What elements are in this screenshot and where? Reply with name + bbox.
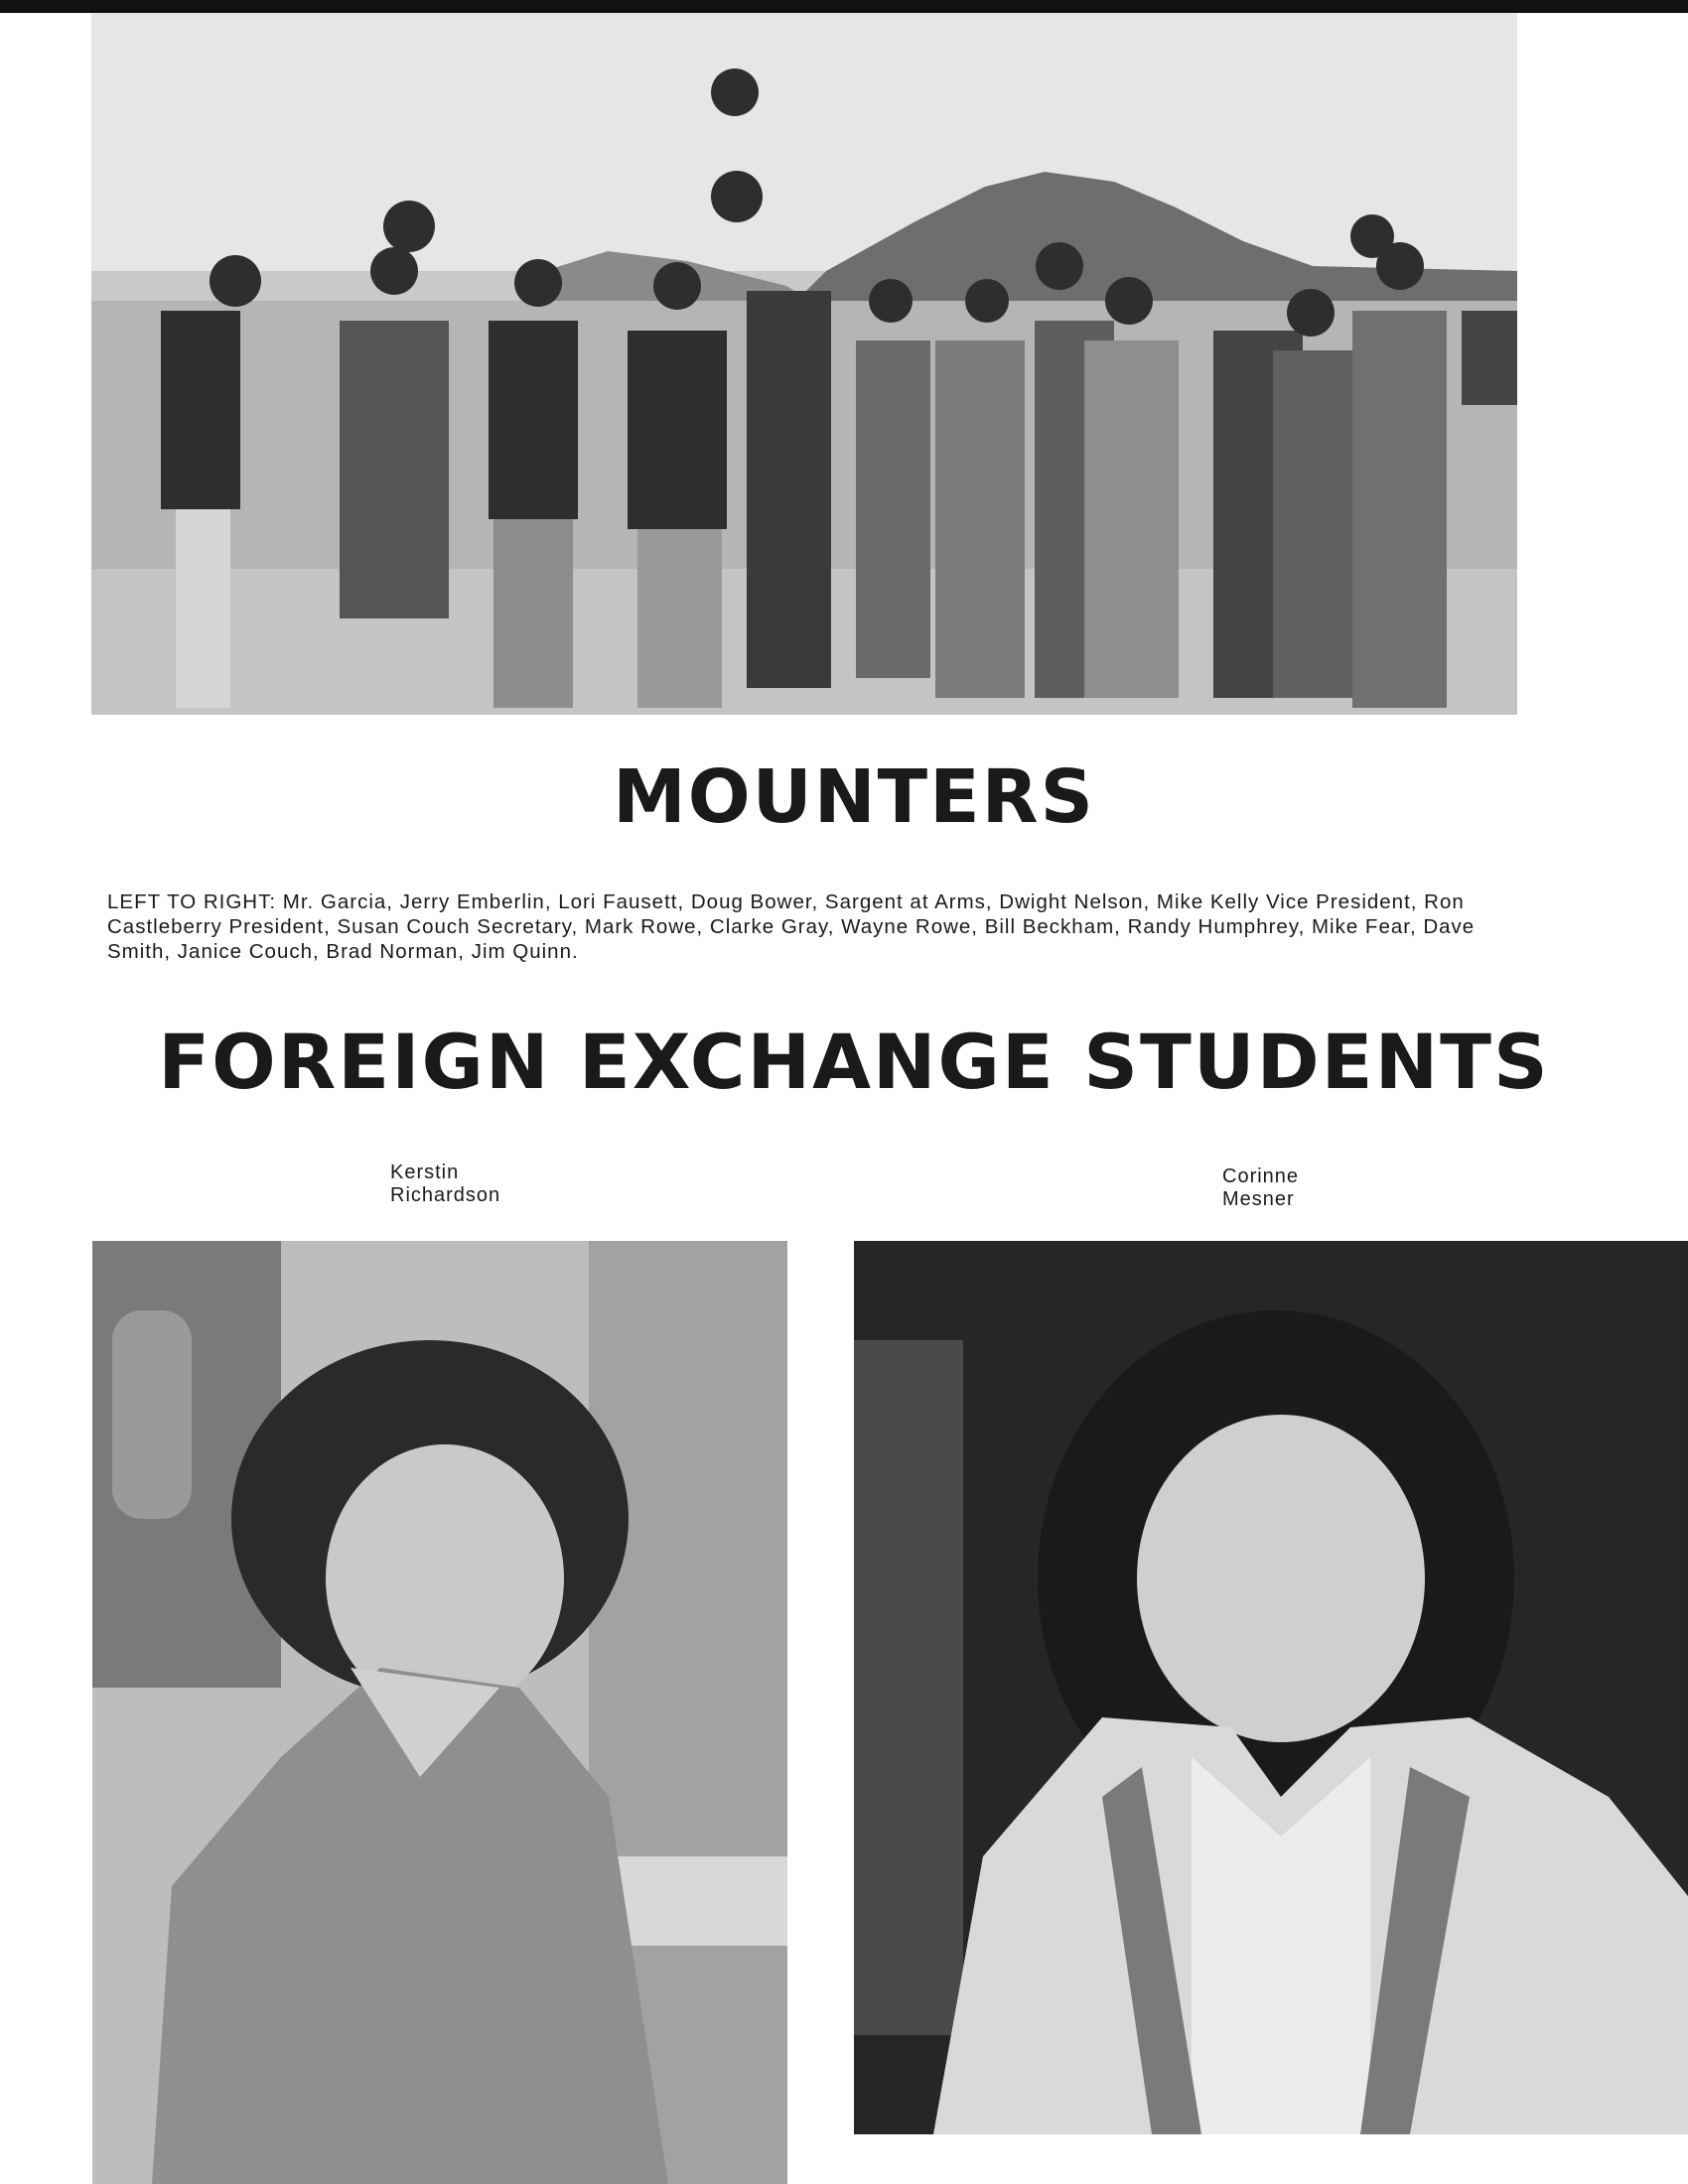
portrait-corinne xyxy=(854,1241,1688,2134)
portrait-kerstin xyxy=(92,1241,787,2184)
student-name-kerstin xyxy=(390,1161,500,1207)
student-name-corinne xyxy=(1222,1165,1299,1211)
last-name: Mesner xyxy=(1222,1188,1295,1210)
last-name: Richardson xyxy=(390,1184,501,1206)
first-name: Kerstin xyxy=(390,1161,460,1183)
foreign-exchange-title: FOREIGN EXCHANGE STUDENTS xyxy=(158,1018,1550,1106)
mounters-group-photo xyxy=(91,13,1517,715)
first-name: Corinne xyxy=(1222,1165,1300,1187)
page-top-edge xyxy=(0,0,1688,13)
mounters-title: MOUNTERS xyxy=(613,754,1095,840)
mounters-caption: LEFT TO RIGHT: Mr. Garcia, Jerry Emberlin, Lori Fausett, Doug Bower, Sargent at Arms, Dwight Nelson, Mike Kelly Vice President, Ron Castleberry President, Susan Couch Secretary, Mark Rowe, Clarke Gray, Wayne Rowe, Bill Beckham, Randy Humphrey, Mike Fear, Dave Smith, Janice Couch, Brad Norman, Jim Quinn. xyxy=(107,890,1476,963)
